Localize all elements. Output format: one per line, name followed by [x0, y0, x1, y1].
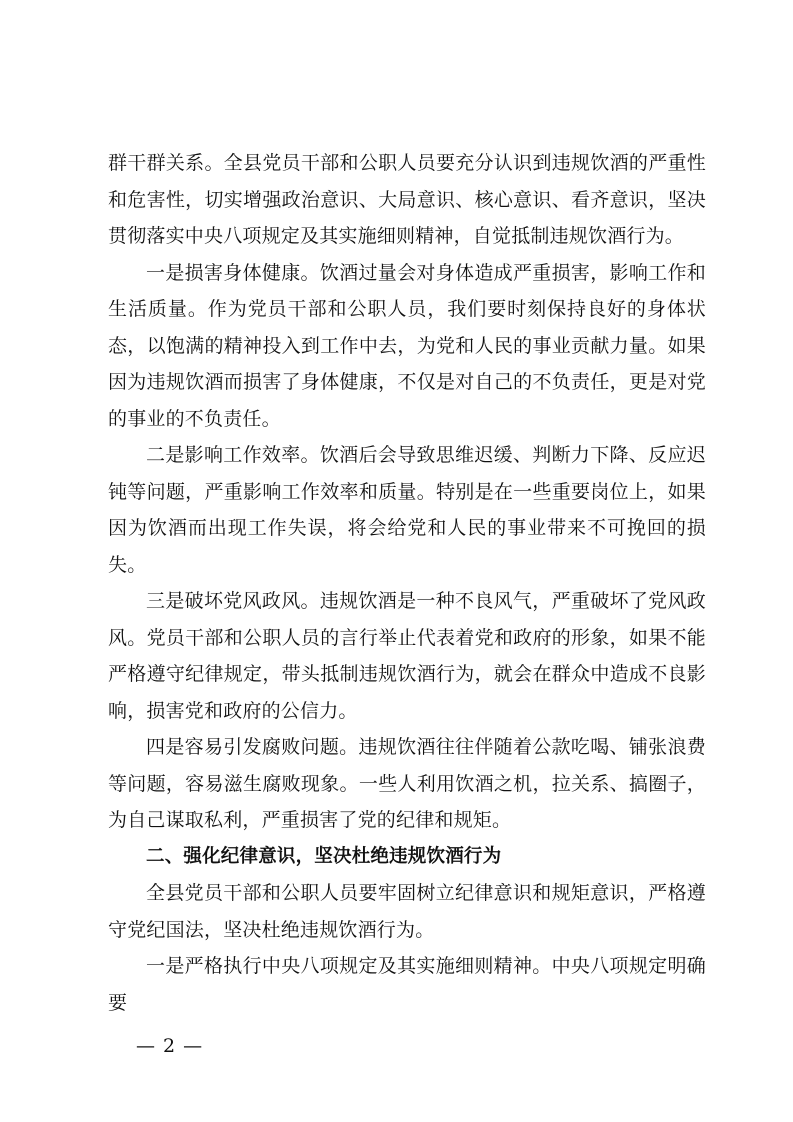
page-number: — 2 — [136, 1035, 204, 1057]
document-body [108, 145, 706, 1021]
paragraph-point-4-corruption: 四是容易引发腐败问题。违规饮酒往往伴随着公款吃喝、铺张浪费等问题，容易滋生腐败现象。一些人利用饮酒之机，拉关系、搞圈子，为自己谋取私利，严重损害了党的纪律和规矩。 [108, 736, 706, 831]
section-heading: 二、强化纪律意识，坚决杜绝违规饮酒行为 [146, 845, 502, 867]
paragraph-continuation: 群干群关系。全县党员干部和公职人员要充分认识到违规饮酒的严重性和危害性，切实增强政治意识、大局意识、核心意识、看齐意识，坚决贯彻落实中央八项规定及其实施细则精神，自觉抵制违规饮酒行为。 [108, 152, 706, 247]
paragraph-point-2-efficiency: 二是影响工作效率。饮酒后会导致思维迟缓、判断力下降、反应迟钝等问题，严重影响工作效率和质量。特别是在一些重要岗位上，如果因为饮酒而出现工作失误，将会给党和人民的事业带来不可挽回的损失。 [108, 444, 706, 576]
paragraph-discipline-intro: 全县党员干部和公职人员要牢固树立纪律意识和规矩意识，严格遵守党纪国法，坚决杜绝违规饮酒行为。 [108, 882, 706, 941]
paragraph-point-1-health: 一是损害身体健康。饮酒过量会对身体造成严重损害，影响工作和生活质量。作为党员干部和公职人员，我们要时刻保持良好的身体状态，以饱满的精神投入到工作中去，为党和人民的事业贡献力量。如果因为违规饮酒而损害了身体健康，不仅是对自己的不负责任，更是对党的事业的不负责任。 [108, 261, 706, 430]
paragraph-discipline-point-1: 一是严格执行中央八项规定及其实施细则精神。中央八项规定明确要 [108, 955, 706, 1014]
paragraph-point-3-conduct: 三是破坏党风政风。违规饮酒是一种不良风气，严重破坏了党风政风。党员干部和公职人员的言行举止代表着党和政府的形象，如果不能严格遵守纪律规定，带头抵制违规饮酒行为，就会在群众中造成不良影响，损害党和政府的公信力。 [108, 590, 706, 722]
